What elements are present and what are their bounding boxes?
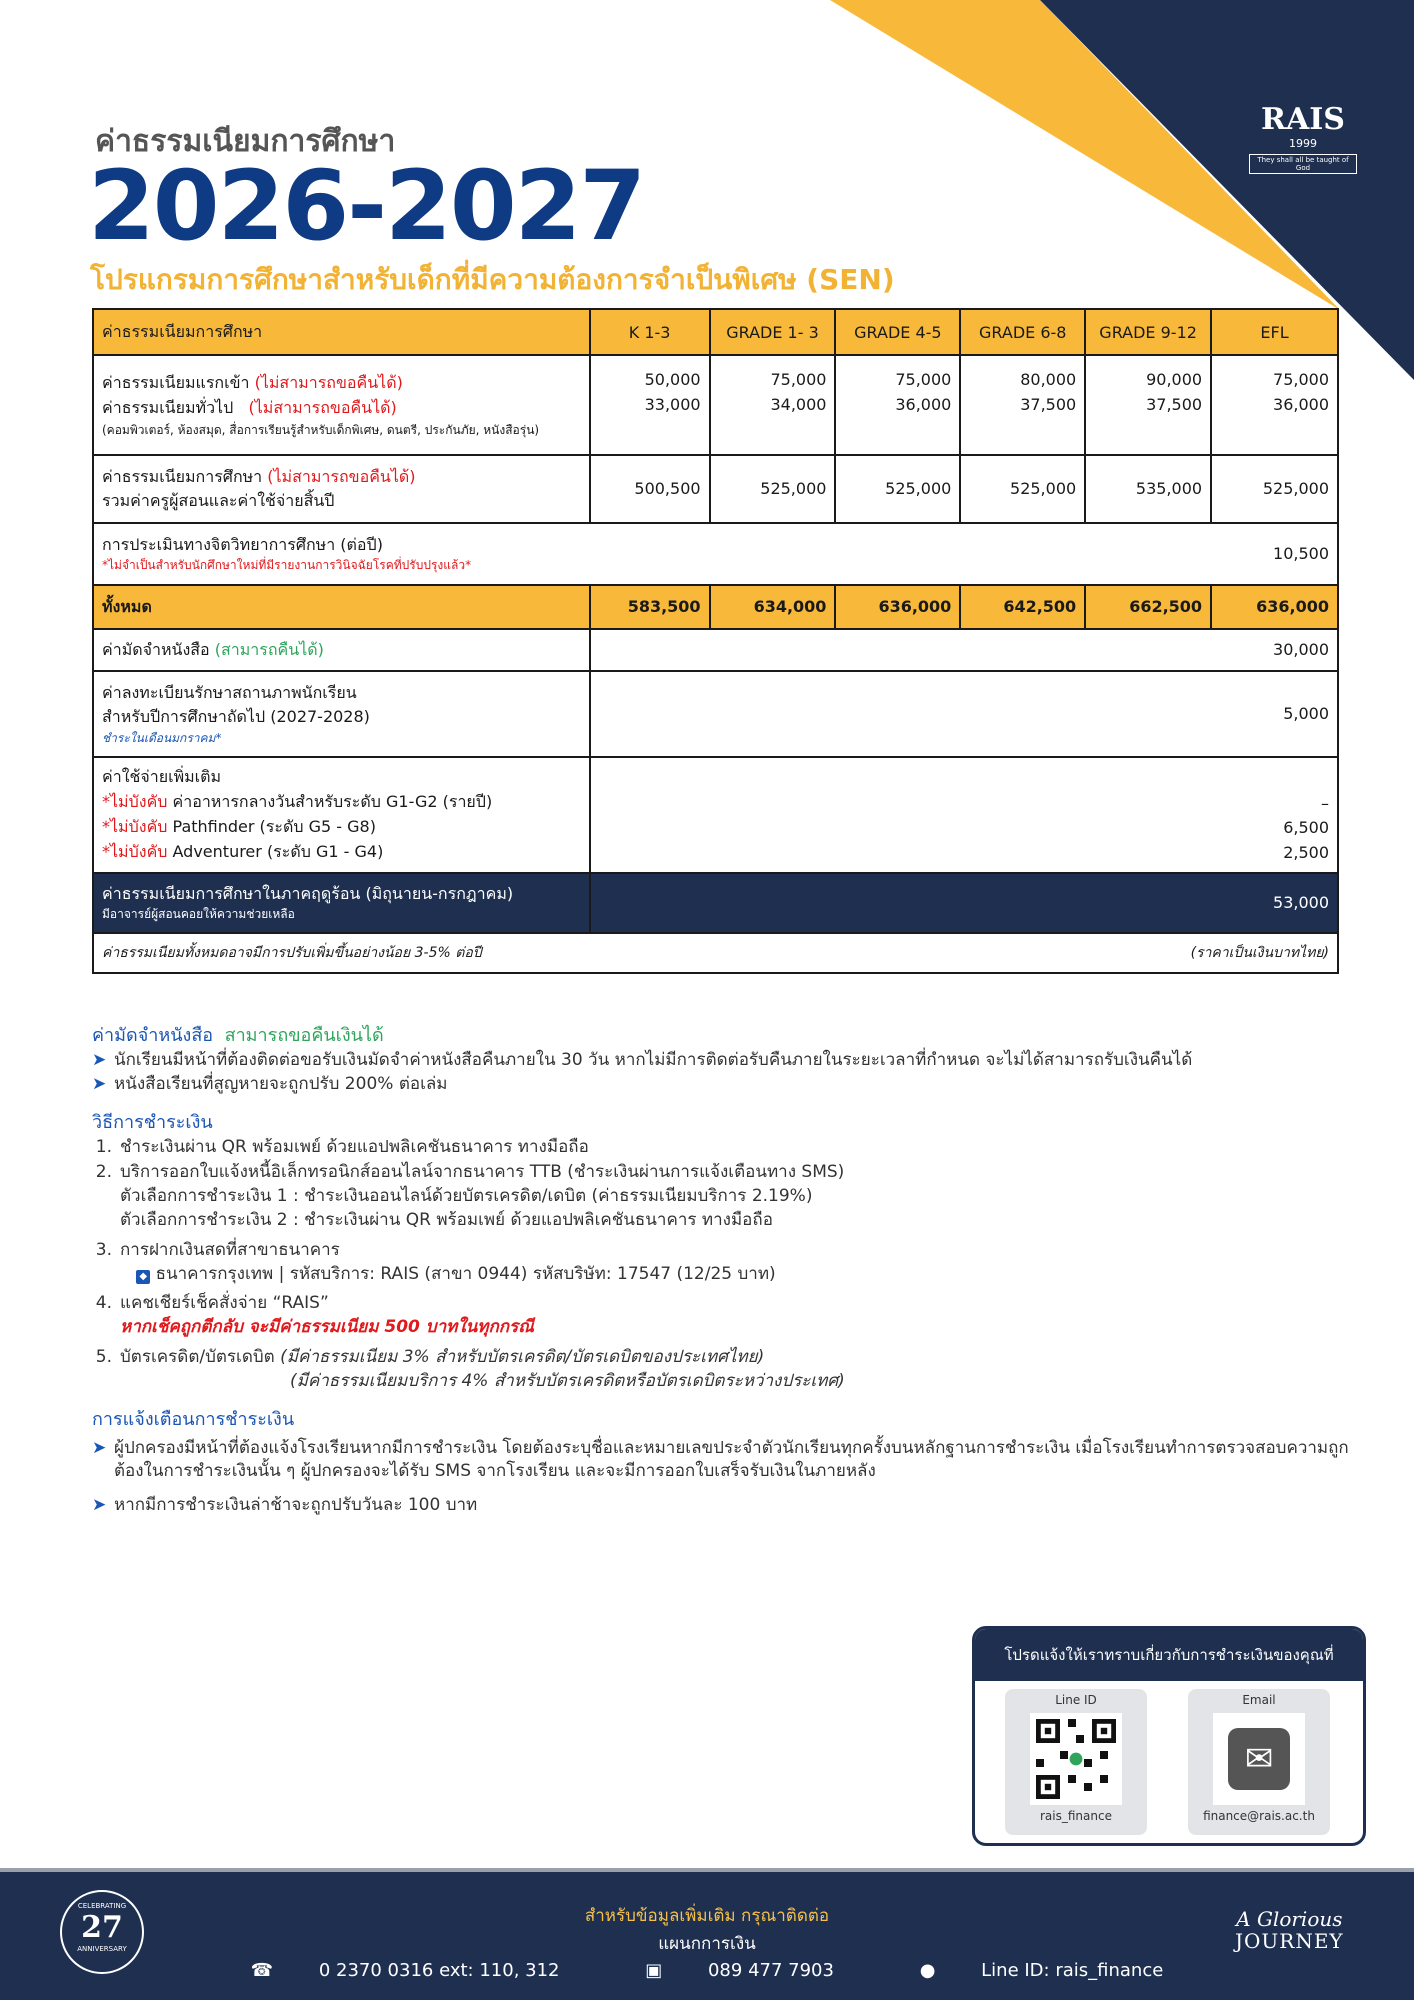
list-item: 3. การฝากเงินสดที่สาขาธนาคาร ◆ ธนาคารกรุงเทพ | รหัสบริการ: RAIS (สาขา 0944) รหัสบริษัท: 17547 (12/25 บาท) xyxy=(95,1239,776,1284)
fee-cell: 525,000 xyxy=(710,455,836,523)
row-label xyxy=(93,671,590,757)
page-subtitle: ค่าธรรมเนียมการศึกษา xyxy=(95,124,396,159)
fee-cell: – 6,500 2,500 xyxy=(590,757,1338,873)
reenroll-row xyxy=(93,671,1338,757)
footnote-left: ค่าธรรมเนียมทั้งหมดอาจมีการปรับเพิ่มขึ้นอย่างน้อย 3-5% ต่อปี xyxy=(102,945,482,961)
extra-label: ค่าใช้จ่ายเพิ่มเติม xyxy=(102,767,222,787)
col-header: ค่าธรรมเนียมการศึกษา xyxy=(93,309,590,355)
summer-row xyxy=(93,873,1338,933)
general-label: ค่าธรรมเนียมทั่วไป xyxy=(102,397,234,417)
list-item: ➤ นักเรียนมีหน้าที่ต้องติดต่อขอรับเงินมัดจำค่าหนังสือคืนภายใน 30 วัน หากไม่มีการติดต่อรับคืนภายในระยะเวลาที่กำหนด จะไม่ได้สามารถรับเงินคืนได้ xyxy=(92,1049,1352,1073)
row-label xyxy=(93,757,590,873)
col-header: GRADE 4-5 xyxy=(835,309,960,355)
contact-box-title: โปรดแจ้งให้เราทราบเกี่ยวกับการชำระเงินของคุณที่ xyxy=(975,1629,1363,1681)
fee-cell: 75,000 36,000 xyxy=(835,355,960,455)
col-header: GRADE 1- 3 xyxy=(710,309,836,355)
list-item: 2. บริการออกใบแจ้งหนี้อิเล็กทรอนิกส์ออนไลน์จากธนาคาร TTB (ชำระเงินผ่านการแจ้งเตือนทาง SMS) ตัวเลือกการชำระเงิน 1 : ชำระเงินออนไลน์ด้วยบัตรเครดิต/เดบิต (ค่าธรรมเนียมบริการ 2.19%) ตัวเลือกการชำระเงิน 2 : ชำระเงินผ่าน QR พร้อมเพย์ ด้วยแอปพลิเคชันธนาคาร ทางมือถือ xyxy=(95,1162,845,1230)
footer-contact-line: สำหรับข้อมูลเพิ่มเติม กรุณาติดต่อ xyxy=(584,1906,830,1926)
fee-cell: 525,000 xyxy=(1211,455,1338,523)
logo-motto: They shall all be taught of God xyxy=(1249,154,1357,174)
bank-icon: ◆ xyxy=(136,1270,150,1284)
academic-year: 2026-2027 xyxy=(88,150,645,262)
qr-code-icon[interactable] xyxy=(1030,1713,1122,1805)
footer-department: แผนกการเงิน xyxy=(658,1934,756,1954)
summer-note: มีอาจารย์ผู้สอนคอยให้ความช่วยเหลือ xyxy=(102,906,295,921)
col-header: GRADE 9-12 xyxy=(1085,309,1211,355)
fee-cell: 75,000 36,000 xyxy=(1211,355,1338,455)
info-section xyxy=(92,1010,1352,1518)
line-card[interactable] xyxy=(1005,1689,1147,1835)
total-row xyxy=(93,585,1338,629)
tuition-label2: รวมค่าครูผู้สอนและค่าใช้จ่ายสิ้นปี xyxy=(102,491,335,510)
email-label: Email xyxy=(1242,1693,1276,1707)
general-note: (ไม่สามารถขอคืนได้) xyxy=(248,397,397,417)
payment-heading: วิธีการชำระเงิน xyxy=(92,1111,213,1133)
book-deposit-row xyxy=(93,629,1338,671)
entrance-label: ค่าธรรมเนียมแรกเข้า xyxy=(102,372,250,392)
arrow-icon: ➤ xyxy=(92,1073,107,1094)
footer-contacts xyxy=(0,1960,1414,1981)
program-title: โปรแกรมการศึกษาสำหรับเด็กที่มีความต้องการจำเป็นพิเศษ (SEN) xyxy=(90,263,895,296)
fee-cell: 80,000 37,500 xyxy=(960,355,1085,455)
list-item: 4. แคชเชียร์เช็คสั่งจ่าย “RAIS” หากเช็คถูกตีกลับ จะมีค่าธรรมเนียม 500 บาทในทุกกรณี xyxy=(95,1293,534,1338)
total-cell: 634,000 xyxy=(710,585,836,629)
assessment-label: การประเมินทางจิตวิทยาการศึกษา (ต่อปี) xyxy=(102,535,383,555)
list-item: ➤ หนังสือเรียนที่สูญหายจะถูกปรับ 200% ต่อเล่ม xyxy=(92,1073,1352,1097)
footer xyxy=(0,1868,1414,2000)
reenroll-label: ค่าลงทะเบียนรักษาสถานภาพนักเรียน xyxy=(102,683,357,702)
extra-item: *ไม่บังคับ Adventurer (ระดับ G1 - G4) xyxy=(102,841,384,861)
line-value: rais_finance xyxy=(1040,1809,1112,1823)
fee-cell: 535,000 xyxy=(1085,455,1211,523)
list-item: 1. ชำระเงินผ่าน QR พร้อมเพย์ ด้วยแอปพลิเคชันธนาคาร ทางมือถือ xyxy=(95,1136,589,1157)
total-cell: 636,000 xyxy=(835,585,960,629)
col-header: GRADE 6-8 xyxy=(960,309,1085,355)
general-detail: (คอมพิวเตอร์, ห้องสมุด, สื่อการเรียนรู้สำหรับเด็กพิเศษ, ดนตรี, ประกันภัย, หนังสือรุ่น) xyxy=(102,422,540,437)
mobile-icon: ▣ xyxy=(645,1960,663,1981)
arrow-icon: ➤ xyxy=(92,1495,107,1516)
fee-table xyxy=(92,308,1339,974)
notify-heading: การแจ้งเตือนการชำระเงิน xyxy=(92,1408,295,1430)
fee-cell: 525,000 xyxy=(835,455,960,523)
list-item: ➤ หากมีการชำระเงินล่าช้าจะถูกปรับวันละ 100 บาท xyxy=(92,1494,1352,1518)
school-logo xyxy=(1243,80,1363,180)
email-icon[interactable]: ✉ xyxy=(1228,1728,1290,1790)
arrow-icon: ➤ xyxy=(92,1437,107,1458)
assessment-note: *ไม่จำเป็นสำหรับนักศึกษาใหม่ที่มีรายงานการวินิจฉัยโรคที่ปรับปรุงแล้ว* xyxy=(102,557,472,572)
fee-cell: 10,500 xyxy=(1211,523,1338,585)
fee-cell: 75,000 34,000 xyxy=(710,355,836,455)
footnote-right: (ราคาเป็นเงินบาทไทย) xyxy=(1190,945,1329,961)
tagline-logo: A Glorious JOURNEY xyxy=(1235,1907,1344,1953)
extra-item: *ไม่บังคับ ค่าอาหารกลางวันสำหรับระดับ G1-G2 (รายปี) xyxy=(102,792,493,812)
list-item: ➤ ผู้ปกครองมีหน้าที่ต้องแจ้งโรงเรียนหากมีการชำระเงิน โดยต้องระบุชื่อและหมายเลขประจำตัวนักเรียนทุกครั้งบนหลักฐานการชำระเงิน เมื่อโรงเรียนทำการตรวจสอบความถูกต้องในการชำระเงินนั้น ๆ ผู้ปกครองจะได้รับ SMS จากโรงเรียน และจะมีการออกใบเสร็จรับเงินในภายหลัง xyxy=(92,1437,1352,1485)
assessment-row xyxy=(93,523,1338,585)
fee-cell: 5,000 xyxy=(590,671,1338,757)
fee-cell: 53,000 xyxy=(590,873,1338,933)
tuition-label: ค่าธรรมเนียมการศึกษา xyxy=(102,467,263,486)
line-icon: ● xyxy=(919,1960,936,1981)
total-cell: 636,000 xyxy=(1211,585,1338,629)
logo-text: RAIS xyxy=(1261,102,1345,137)
tuition-note: (ไม่สามารถขอคืนได้) xyxy=(267,467,416,486)
line-id[interactable]: Line ID: rais_finance xyxy=(981,1960,1164,1981)
deposit-heading: ค่ามัดจำหนังสือ สามารถขอคืนเงินได้ xyxy=(92,1025,384,1046)
reenroll-note: ชำระในเดือนมกราคม* xyxy=(102,731,222,745)
fee-cell: 90,000 37,500 xyxy=(1085,355,1211,455)
list-item: 5. บัตรเครดิต/บัตรเดบิต (มีค่าธรรมเนียม 3% สำหรับบัตรเครดิต/บัตรเดบิตของประเทศไทย) (มีค่าธรรมเนียมบริการ 4% สำหรับบัตรเครดิตหรือบัตรเดบิตระหว่างประเทศ) xyxy=(95,1346,845,1391)
payment-contact-box xyxy=(972,1626,1366,1846)
phone-number[interactable]: 0 2370 0316 ext: 110, 312 xyxy=(318,1960,560,1981)
row-label xyxy=(93,455,590,523)
col-header: K 1-3 xyxy=(590,309,710,355)
tuition-row xyxy=(93,455,1338,523)
fee-cell: 30,000 xyxy=(590,629,1338,671)
row-label xyxy=(93,873,590,933)
arrow-icon: ➤ xyxy=(92,1050,107,1070)
total-cell: 662,500 xyxy=(1085,585,1211,629)
logo-year: 1999 xyxy=(1289,137,1317,150)
row-label: ค่ามัดจำหนังสือ (สามารถคืนได้) xyxy=(93,629,590,671)
summer-label: ค่าธรรมเนียมการศึกษาในภาคฤดูร้อน (มิถุนายน-กรกฎาคม) xyxy=(102,884,514,904)
reenroll-label2: สำหรับปีการศึกษาถัดไป (2027-2028) xyxy=(102,707,370,726)
extra-item: *ไม่บังคับ Pathfinder (ระดับ G5 - G8) xyxy=(102,817,376,836)
email-value: finance@rais.ac.th xyxy=(1203,1809,1315,1823)
fee-cell: 525,000 xyxy=(960,455,1085,523)
row-label xyxy=(93,355,590,455)
col-header: EFL xyxy=(1211,309,1338,355)
fee-cell: 50,000 33,000 xyxy=(590,355,710,455)
entrance-general-row xyxy=(93,355,1338,455)
entrance-note: (ไม่สามารถขอคืนได้) xyxy=(254,372,403,392)
line-label: Line ID xyxy=(1055,1693,1097,1707)
anniversary-badge: CELEBRATING 27 ANNIVERSARY xyxy=(60,1890,144,1974)
total-cell: 583,500 xyxy=(590,585,710,629)
fee-table-header xyxy=(93,309,1338,355)
phone-icon: ☎ xyxy=(250,1960,274,1981)
email-card[interactable] xyxy=(1188,1689,1330,1835)
mobile-number[interactable]: 089 477 7903 xyxy=(707,1960,834,1981)
extra-row xyxy=(93,757,1338,873)
qr-code-graphic xyxy=(1036,1719,1116,1799)
table-footnote-row xyxy=(93,933,1338,973)
total-cell: 642,500 xyxy=(960,585,1085,629)
total-label: ทั้งหมด xyxy=(93,585,590,629)
fee-cell: 500,500 xyxy=(590,455,710,523)
row-label xyxy=(93,523,1211,585)
